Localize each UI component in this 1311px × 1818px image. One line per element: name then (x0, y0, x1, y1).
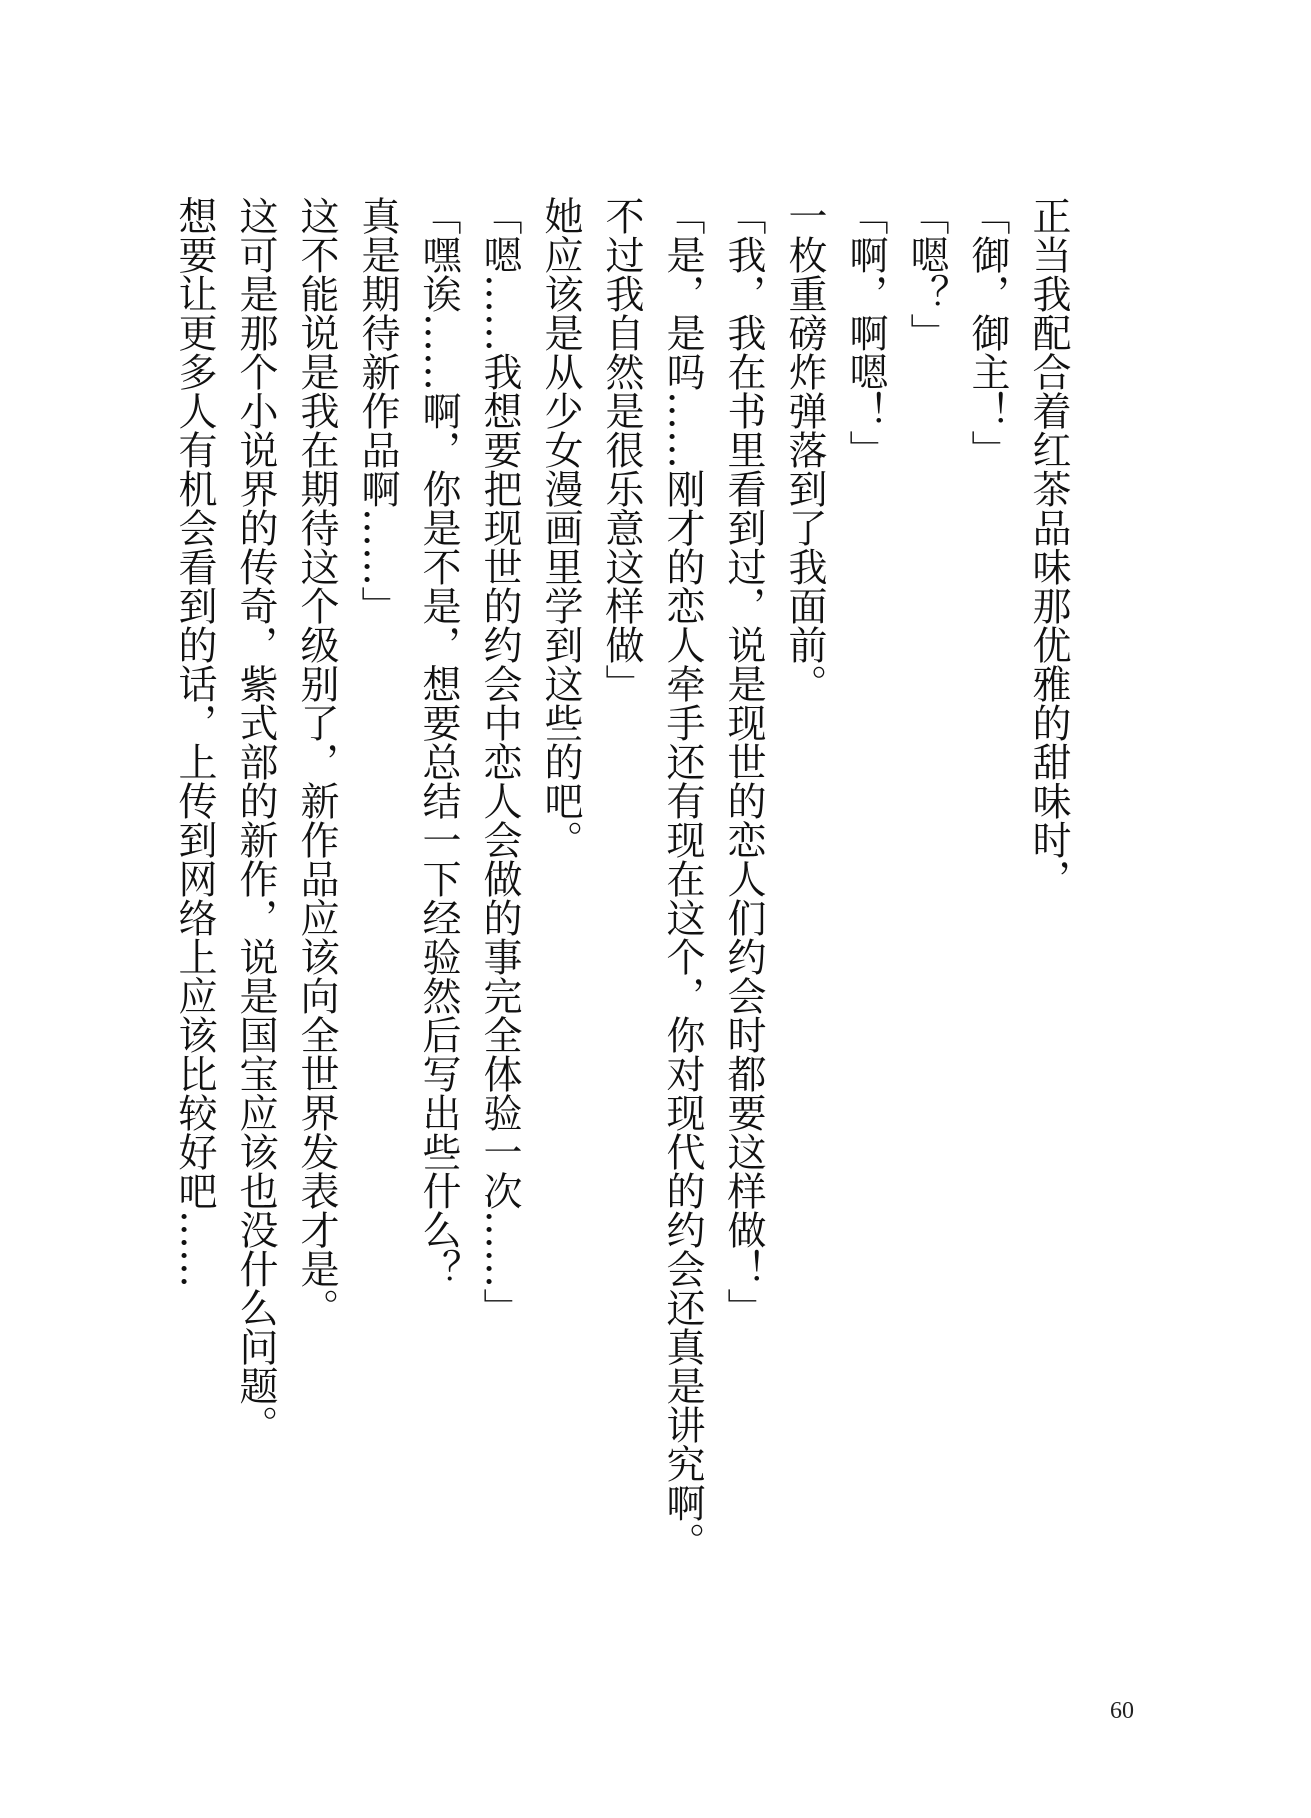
text-line: 这不能说是我在期待这个级别了，新作品应该向全世界发表才是。 (294, 196, 339, 1327)
text-line: 「嗯……我想要把现世的约会中恋人会做的事完全体验一次……」 (477, 196, 522, 1327)
text-line: 「是，是吗……刚才的恋人牵手还有现在这个，你对现代的约会还真是讲究啊。 (660, 196, 705, 1561)
text-line: 「我，我在书里看到过，说是现世的恋人们约会时都要这样做！」 (721, 196, 766, 1327)
text-line: 一枚重磅炸弹落到了我面前。 (782, 196, 827, 703)
text-line: 正当我配合着红茶品味那优雅的甜味时， (1026, 196, 1071, 898)
text-line: 「御，御主！」 (965, 196, 1010, 469)
text-line: 不过我自然是很乐意这样做」 (599, 196, 644, 703)
text-line: 真是期待新作品啊……」 (355, 196, 400, 625)
text-line: 这可是那个小说界的传奇，紫式部的新作，说是国宝应该也没什么问题。 (233, 196, 278, 1444)
vertical-text-body (164, 196, 1079, 1596)
text-line: 「啊，啊嗯！」 (843, 196, 888, 469)
text-line: 想要让更多人有机会看到的话，上传到网络上应该比较好吧…… (172, 196, 217, 1288)
text-line: 她应该是从少女漫画里学到这些的吧。 (538, 196, 583, 859)
text-line: 「嘿诶……啊，你是不是，想要总结一下经验然后写出些什么？ (416, 196, 461, 1288)
text-line: 「嗯？」 (904, 196, 949, 352)
page-number: 60 (1110, 1698, 1134, 1724)
